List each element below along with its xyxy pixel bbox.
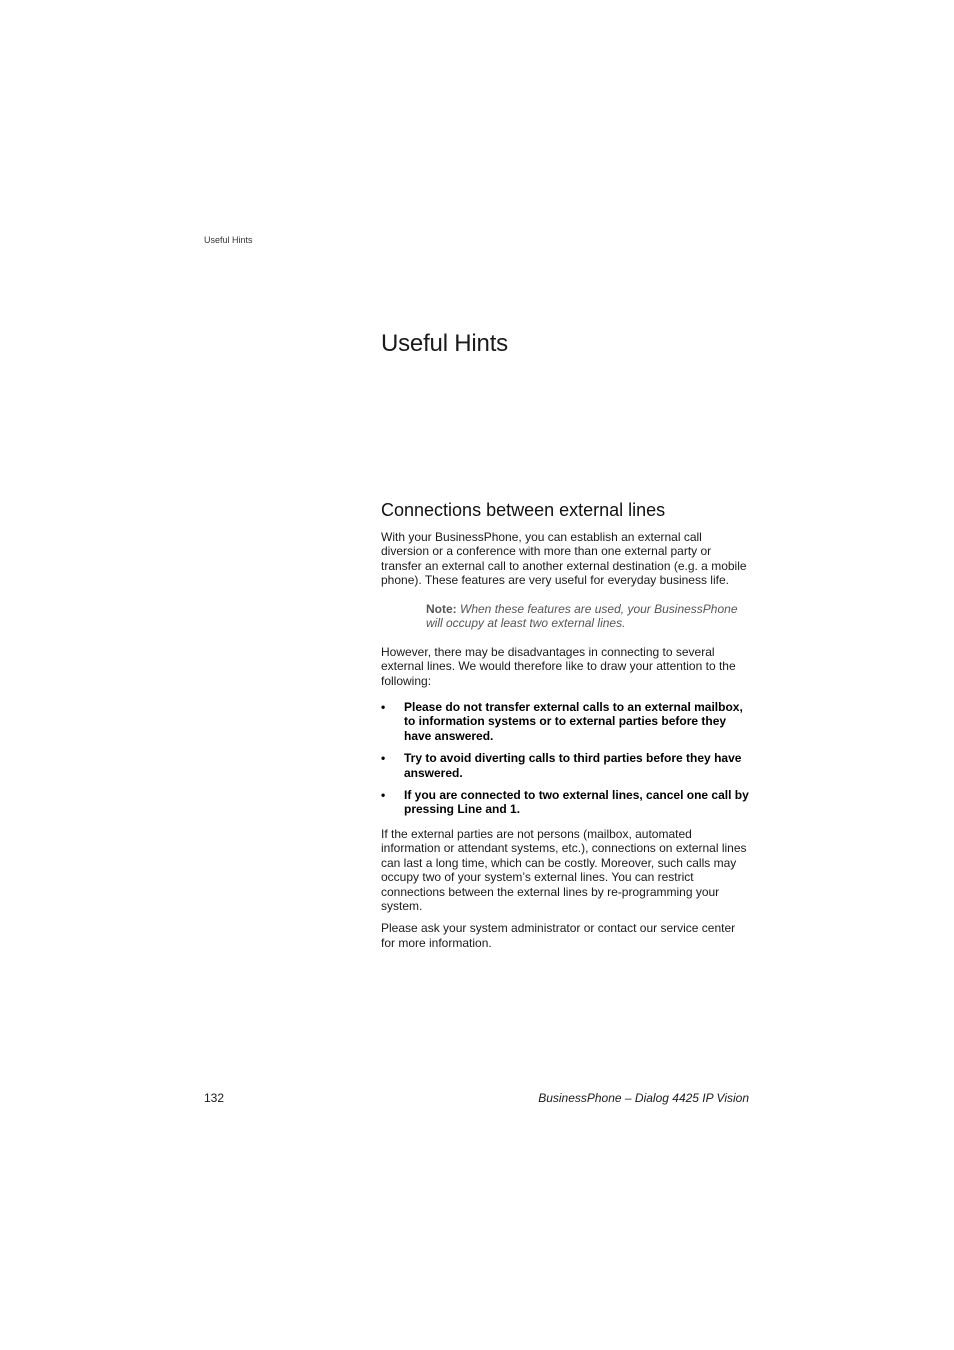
list-item-text: Try to avoid diverting calls to third parties before they have answered. [404,751,742,780]
list-item [381,751,751,780]
list-item-text: Please do not transfer external calls to an external mailbox, to information systems or to external parties before they have answered. [404,700,743,743]
hint-list [381,700,751,817]
note-block [426,602,751,631]
disadvantages-paragraph: However, there may be disadvantages in connecting to several external lines. We would therefore like to draw your attention to the following: [381,644,736,688]
footer-document-title: BusinessPhone – Dialog 4425 IP Vision [538,1091,749,1105]
bullet-icon: • [381,751,386,766]
chapter-title: Useful Hints [381,330,508,357]
main-content [381,500,751,958]
intro-paragraph: With your BusinessPhone, you can establish an external call diversion or a conference with more than one external party or transfer an external call to another external destination (e.g. a mobile phone). These features are very useful for everyday business life. [381,530,747,588]
note-label: Note: [426,601,457,616]
bullet-icon: • [381,700,386,715]
running-header: Useful Hints [204,235,253,245]
list-item [381,700,751,743]
page-number: 132 [204,1091,225,1105]
contact-paragraph: Please ask your system administrator or contact our service center for more information. [381,921,736,950]
note-text: When these features are used, your BusinessPhone will occupy at least two external lines. [426,601,738,631]
restriction-paragraph: If the external parties are not persons (mailbox, automated information or attendant systems, etc.), connections on external lines can last a long time, which can be costly. Moreover, such calls may occupy two of your system’s external lines. You can restrict connections between the external lines by re-programming your system. [381,826,747,913]
list-item-text: If you are connected to two external lines, cancel one call by pressing Line and 1. [404,788,749,817]
bullet-icon: • [381,788,386,803]
list-item [381,788,751,817]
section-heading: Connections between external lines [381,500,666,520]
